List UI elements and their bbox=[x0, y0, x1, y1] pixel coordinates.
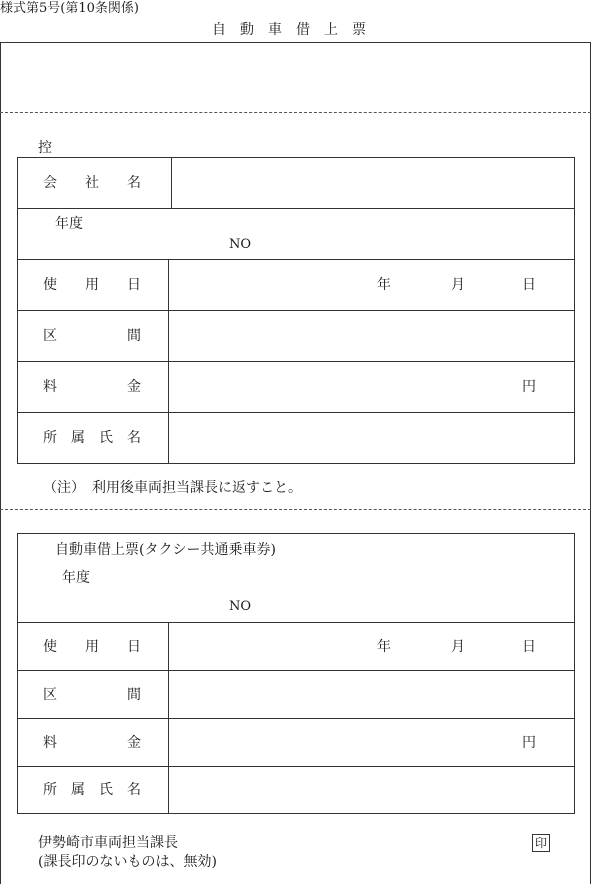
ticket-year-label: 年度 bbox=[62, 570, 90, 586]
stub-fare-field[interactable] bbox=[169, 362, 574, 412]
tear-line-top bbox=[0, 112, 591, 113]
ticket-yen-unit: 円 bbox=[522, 735, 536, 751]
seal-note: (課長印のないものは、無効) bbox=[38, 854, 217, 870]
form-number: 様式第5号(第10条関係) bbox=[0, 1, 139, 16]
ticket-fare-label: 料 金 bbox=[43, 735, 141, 751]
company-name-field[interactable] bbox=[172, 158, 574, 208]
stub-usage-date-label: 使 用 日 bbox=[43, 277, 141, 293]
ticket-section-field[interactable] bbox=[169, 671, 574, 718]
ticket-affiliation-name-label: 所 属 氏 名 bbox=[43, 782, 141, 798]
stub-yen-unit: 円 bbox=[522, 379, 536, 395]
issuer-label: 伊勢崎市車両担当課長 bbox=[38, 835, 178, 851]
stub-year-label: 年度 bbox=[55, 216, 83, 232]
stub-section-field[interactable] bbox=[169, 311, 574, 361]
stub-section-label: 区 間 bbox=[43, 328, 141, 344]
ticket-usage-date-field[interactable] bbox=[169, 623, 574, 670]
stub-label: 控 bbox=[38, 140, 52, 156]
stub-year-unit: 年 bbox=[377, 277, 391, 293]
ticket-month-unit: 月 bbox=[451, 639, 465, 655]
stub-affiliation-name-field[interactable] bbox=[169, 413, 574, 463]
stub-divider bbox=[17, 208, 575, 209]
stub-fare-label: 料 金 bbox=[43, 379, 141, 395]
ticket-section-label: 区 間 bbox=[43, 687, 141, 703]
stub-day-unit: 日 bbox=[522, 277, 536, 293]
tear-line-middle bbox=[0, 509, 591, 510]
stub-usage-date-field[interactable] bbox=[169, 260, 574, 310]
stub-no-label: NO bbox=[229, 237, 252, 252]
stub-affiliation-name-label: 所 属 氏 名 bbox=[43, 430, 141, 446]
company-name-label: 会 社 名 bbox=[43, 175, 141, 191]
ticket-year-unit: 年 bbox=[377, 639, 391, 655]
seal-stamp-icon: 印 bbox=[532, 834, 550, 852]
stub-month-unit: 月 bbox=[451, 277, 465, 293]
stub-note: （注） 利用後車両担当課長に返すこと。 bbox=[43, 480, 302, 496]
ticket-heading: 自動車借上票(タクシー共通乗車券) bbox=[55, 542, 276, 558]
ticket-fare-field[interactable] bbox=[169, 719, 574, 766]
ticket-usage-date-label: 使 用 日 bbox=[43, 639, 141, 655]
ticket-affiliation-name-field[interactable] bbox=[169, 767, 574, 813]
ticket-day-unit: 日 bbox=[522, 639, 536, 655]
ticket-no-label: NO bbox=[229, 599, 252, 614]
form-title: 自 動 車 借 上 票 bbox=[212, 22, 366, 38]
